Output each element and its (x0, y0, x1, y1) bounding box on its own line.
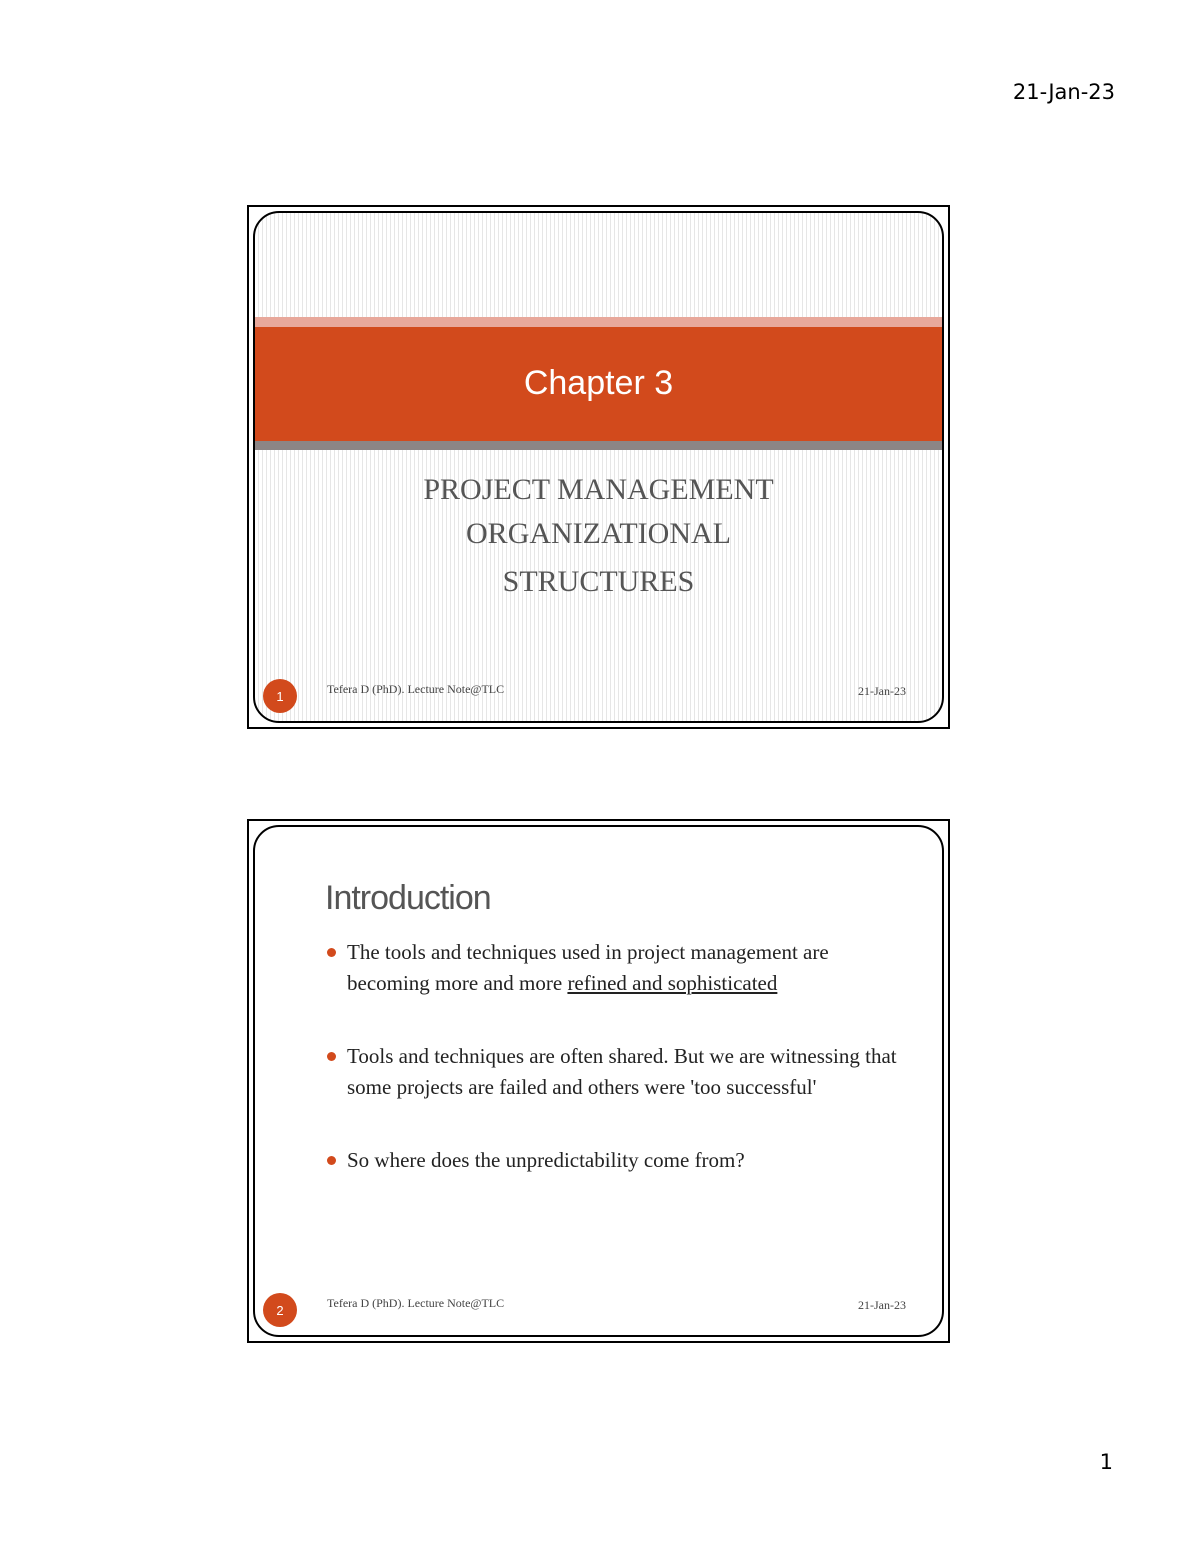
bullet-text: The tools and techniques used in project management are becoming more and more (347, 940, 829, 995)
bullet-icon (327, 948, 336, 957)
subtitle-line: ORGANIZATIONAL (466, 517, 731, 550)
page-header-date: 21-Jan-23 (1012, 80, 1115, 104)
bullet-text: Tools and techniques are often shared. But we are witnessing that some projects are failed and others were 'too successful' (347, 1044, 897, 1099)
page-number: 1 (1099, 1450, 1113, 1474)
title-band (255, 327, 942, 441)
title-band-accent (255, 317, 942, 327)
slide-2-body (253, 825, 944, 1337)
slide-footer-author: Tefera D (PhD). Lecture Note@TLC (327, 682, 505, 696)
subtitle-line: STRUCTURES (502, 565, 695, 598)
slide-footer-date: 21-Jan-23 (858, 684, 906, 698)
chapter-title: Chapter 3 (523, 363, 674, 402)
slide-footer-date: 21-Jan-23 (858, 1298, 906, 1312)
slide-footer-author: Tefera D (PhD). Lecture Note@TLC (327, 1296, 505, 1310)
bullet-item (325, 1041, 912, 1103)
slide-2 (247, 819, 950, 1343)
slide-number-badge: 1 (263, 679, 297, 713)
title-band-shadow (255, 441, 942, 450)
slide-heading: Introduction (325, 879, 491, 917)
slide-subtitle (255, 468, 942, 604)
bullet-list (325, 937, 912, 1218)
bullet-underlined-text: refined and sophisticated (567, 971, 778, 995)
bullet-icon (327, 1156, 336, 1165)
bullet-icon (327, 1052, 336, 1061)
slide-1 (247, 205, 950, 729)
bullet-text: So where does the unpredictability come from? (347, 1148, 745, 1172)
subtitle-line: PROJECT MANAGEMENT (423, 473, 774, 506)
bullet-item (325, 937, 912, 999)
slide-1-body (253, 211, 944, 723)
bullet-item (325, 1145, 912, 1176)
slide-number-badge: 2 (263, 1293, 297, 1327)
